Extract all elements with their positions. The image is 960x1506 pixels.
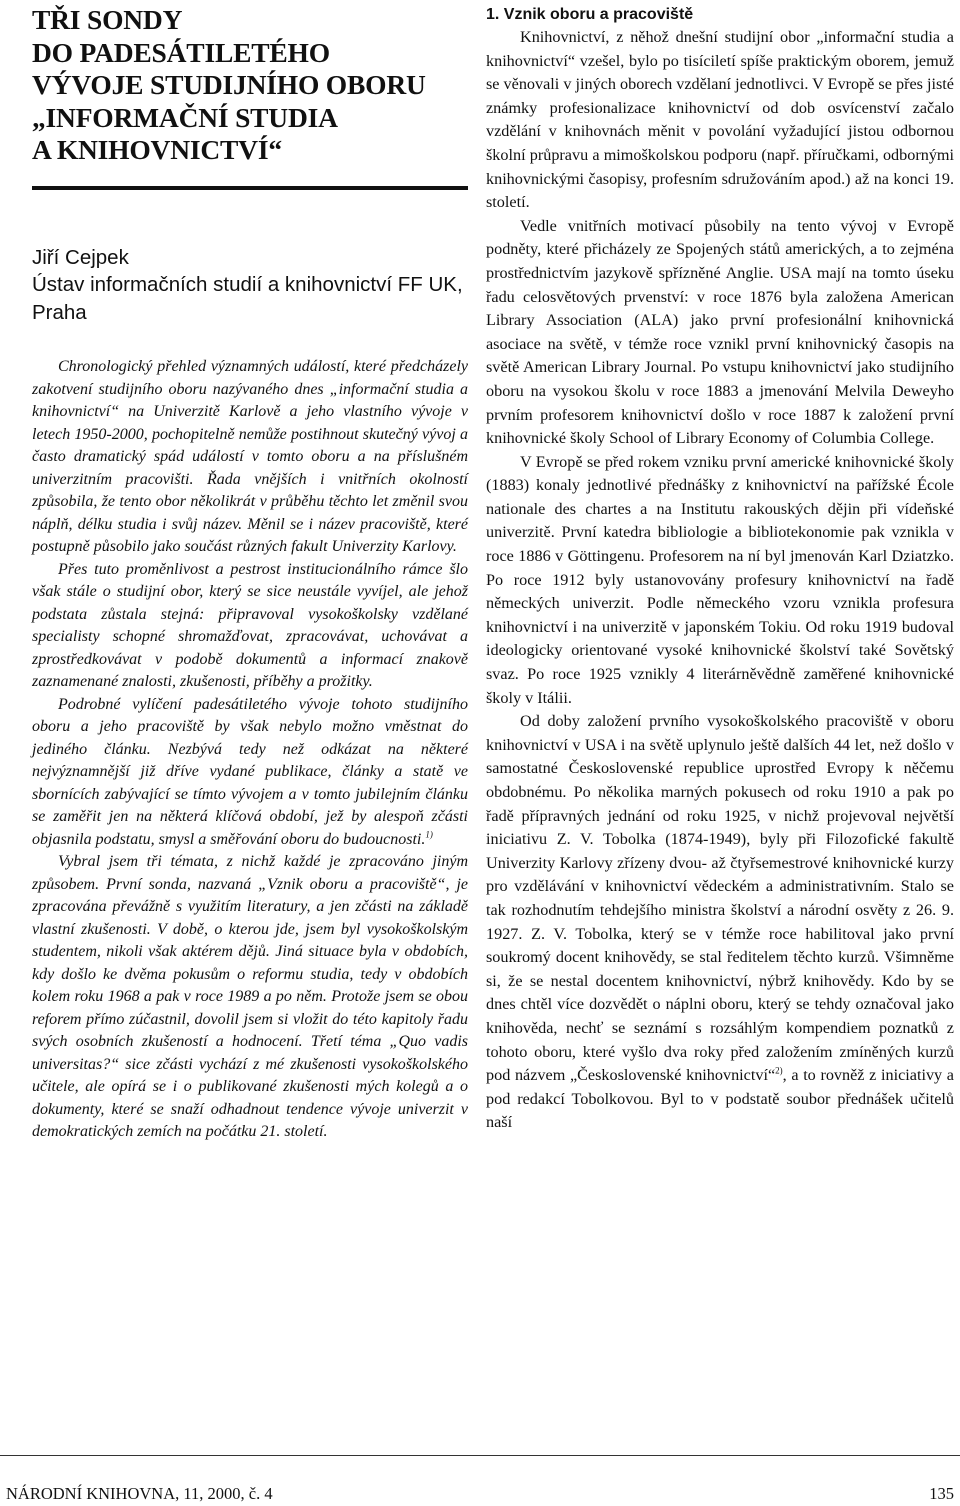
title-line: VÝVOJE STUDIJNÍHO OBORU xyxy=(32,69,426,100)
footnote-ref: 2) xyxy=(775,1065,783,1076)
footer-divider xyxy=(0,1455,960,1456)
author-affiliation-city: Praha xyxy=(32,300,87,324)
title-line: „INFORMAČNÍ STUDIA xyxy=(32,101,338,133)
title-divider xyxy=(32,186,468,190)
abstract-paragraph: Chronologický přehled významných událostí, které předcházely zakotvení studijního oboru nazývaného dnes „informační studia a knihovnictví“ na Univerzitě Karlově a jeho vlastního vývoje v letech 1950-2000, pochopitelně nemůže postihnout skutečný vývoj a často dramatický spád událostí v tomto oboru a na příslušném univerzitním pracovišti. Řada vnějších i vnitřních okolností způsobila, že tento obor několikrát v průběhu těchto let změnil svou náplň, délku studia i svůj název. Měnil se i název pracoviště, které postupně působilo jako součást různých fakult Univerzity Karlovy. xyxy=(32,358,468,555)
author-affiliation: Ústav informačních studií a knihovnictví FF UK, xyxy=(32,273,463,296)
abstract-paragraph-text: Podrobné vylíčení padesátiletého vývoje tohoto studijního oboru a jeho pracoviště by však nebylo možno vměstnat do jediného článku. Nezbývá tedy než odkázat na některé nejvýznamnější již dříve vydané publikace, články a statě ve sbornících zabývající se tímto vývojem a v tomto jubilejním článku se zaměřit jen na některá klíčová období, jež by alespoň zčásti objasnila podstatu, smysl a směřování oboru do budoucnosti. xyxy=(32,695,468,848)
body-paragraph: Vedle vnitřních motivací působily na tento vývoj v Evropě podněty, které přicházely ze Spojených států amerických, a to zejména prostřednictvím jazykově spřízněné Anglie. USA mají na tomto úseku řadu celosvětových prvenství: v roce 1876 byla založena American Library Association (ALA) jako první profesionální knihovnická asociace na světě, v témže roce vznikl první knihovnický časopis na světě American Library Journal. Po vstupu knihovnictví jako studijního oboru na vysokou školu v roce 1883 a jmenování Melvila Deweyho prvním profesorem knihovnictví došlo v roce 1887 k založení první knihovnické školy School of Library Economy of Columbia College. xyxy=(486,216,954,448)
footnote-ref: 1) xyxy=(425,829,433,840)
title-line: TŘI SONDY xyxy=(32,4,183,35)
abstract xyxy=(32,356,468,1144)
section-body xyxy=(486,26,954,1135)
author-block xyxy=(32,244,468,327)
abstract-paragraph: Vybral jsem tři témata, z nichž každé je zpracováno jiným způsobem. První sonda, nazvaná „Vznik oboru a pracoviště“, je zpracována převážně s využitím literatury, a jen zčásti na základě vlastní zkušenosti. V době, o kterou jde, jsem byl vysokoškolským studentem, nikoli však aktérem dějů. Jiná situace byla v obdobích, kdy došlo ke dvěma pokusům o reformu studia, tedy v obdobích kolem roku 1968 a pak v roce 1989 a po něm. Protože jsem se obou reforem přímo zúčastnil, dovolil jsem si vložit do této kapitoly řadu svých osobních zkušeností a hodnocení. Třetí téma „Quo vadis universitas?“ sice zčásti vychází z mé zkušenosti vysokoškolského učitele, ale opírá se i o publikované zkušenosti mých kolegů a o dokumenty, které se snaží odhadnout tendence vývoje univerzit v demokratických zemích na počátku 21. století. xyxy=(32,853,468,1140)
title-line: A KNIHOVNICTVÍ“ xyxy=(32,134,282,165)
article-title xyxy=(32,4,468,167)
abstract-paragraph: Přes tuto proměnlivost a pestrost institucionálního rámce šlo však stále o studijní obor, který se sice neustále vyvíjel, ale jehož podstata zůstala stejná: připravoval vysokoškolsky vzdělané specialisty schopné shromažďovat, zpracovávat, uchovávat a zprostředkovávat v podobě dokumentů a informací znakově zaznamenané znalosti, zkušenosti, příběhy a prožitky. xyxy=(32,560,468,690)
abstract-paragraph xyxy=(32,694,468,852)
body-paragraph: V Evropě se před rokem vzniku první americké knihovnické školy (1883) konaly jednotlivé přednášky z knihovnictví na pařížské École nationale des chartes a na Institutu rakouských dějin při vídeňské univerzitě. První katedra bibliologie a bibliotekonomie pak vznikla v roce 1886 v Göttingenu. Profesorem na ní byl jmenován Karl Dziatzko. Po roce 1912 byly ustanovovány profesury knihovnictví na řadě německých univerzit. Podle německého vzoru vznikla profesura knihovnictví i na univerzitě v japonském Tokiu. Od roku 1919 budoval ideologicky orientované vysoké knihovnické školství také Sovětský svaz. Po roce 1925 vznikly 4 literárněvědně zaměřené knihovnické školy v Itálii. xyxy=(486,452,954,707)
left-column xyxy=(32,4,468,1144)
body-paragraph: Knihovnictví, z něhož dnešní studijní obor „informační studia a knihovnictví“ vzešel, bylo po tisíciletí spíše praktickým oborem, jemuž se věnovali v jiných oborech vzdělaní jednotlivci. V Evropě se přes jisté známky profesionalizace knihovnictví od dob osvícenství začalo vzdělání v knihovnách měnit v povolání vyžadující jistou odbornou školní průpravu a mimoškolskou podporu (např. příručkami, odbornými knihovnickými časopisy, profesním sdružováním apod.) až na konci 19. století. xyxy=(486,28,954,212)
right-column xyxy=(486,4,954,1135)
author-name: Jiří Cejpek xyxy=(32,245,129,269)
body-paragraph-tail: , a to rovněž z iniciativy a pod redakcí Tobolkovou. Byl to v podstatě soubor přednášek učitelů naší xyxy=(486,1066,954,1132)
body-paragraph xyxy=(486,710,954,1135)
section-heading: 1. Vznik oboru a pracoviště xyxy=(486,6,694,23)
page-number: 135 xyxy=(929,1484,954,1503)
journal-citation: NÁRODNÍ KNIHOVNA, 11, 2000, č. 4 xyxy=(6,1484,273,1503)
title-line: DO PADESÁTILETÉHO xyxy=(32,36,330,68)
body-paragraph-text: Od doby založení prvního vysokoškolského pracoviště v oboru knihovnictví v USA i na světě uplynulo ještě dalších 44 let, než došlo v samostatné Československé republice uprostřed Evropy k něčemu obdobnému. Po několika marných pokusech od roku 1910 a pak po řadě přípravných jednání od roku 1925, v nichž projevoval největší iniciativu Z. V. Tobolka (1874-1949), byly při Filozofické fakultě Univerzity Karlovy zřízeny dvou- až čtyřsemestrové knihovnické kurzy pro vzdělávání v knihovnictví vědeckém a administrativním. Stalo se tak rozhodnutím tehdejšího ministra školství a národní osvěty z 26. 9. 1927. Z. V. Tobolka, který se v témže roce habilitoval jako první soukromý docent knihovědy, se stal ředitelem těchto kurzů. Všimněme si, že se nestal docentem knihovnictví, nýbrž knihovědy. Kdo by se dnes chtěl více dozvědět o náplni oboru, který se tehdy označoval jako knihověda, nechť se seznámí s rozsáhlým kompendiem poznatků z tohoto oboru, které vyšlo dva roky před založením zmíněných kurzů pod názvem „Československé knihovnictví“ xyxy=(486,712,954,1085)
